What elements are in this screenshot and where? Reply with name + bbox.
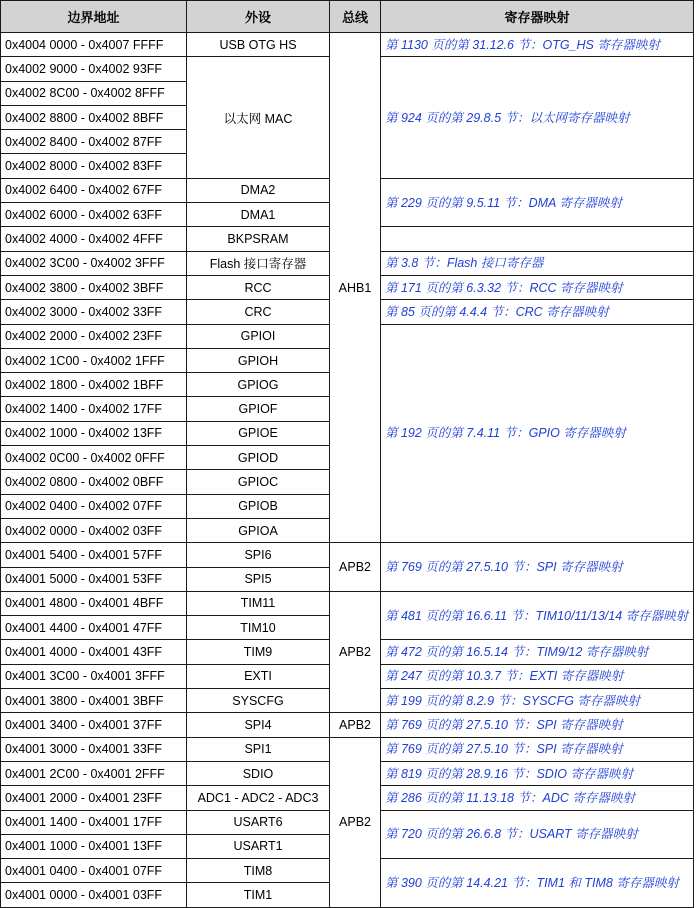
address-cell: 0x4002 9000 - 0x4002 93FF bbox=[1, 57, 187, 81]
address-cell: 0x4002 1C00 - 0x4002 1FFF bbox=[1, 348, 187, 372]
register-map-link[interactable]: 第 720 页的第 26.6.8 节：USART 寄存器映射 bbox=[381, 810, 694, 859]
peripheral-cell: TIM1 bbox=[187, 883, 330, 907]
register-map-link[interactable]: 第 3.8 节：Flash 接口寄存器 bbox=[381, 251, 694, 275]
peripheral-cell: EXTI bbox=[187, 664, 330, 688]
address-cell: 0x4002 1400 - 0x4002 17FF bbox=[1, 397, 187, 421]
peripheral-cell: DMA2 bbox=[187, 178, 330, 202]
register-map-link[interactable]: 第 286 页的第 11.13.18 节：ADC 寄存器映射 bbox=[381, 786, 694, 810]
header-peripheral: 外设 bbox=[187, 1, 330, 33]
address-cell: 0x4001 4000 - 0x4001 43FF bbox=[1, 640, 187, 664]
peripheral-cell: TIM10 bbox=[187, 616, 330, 640]
peripheral-cell: TIM8 bbox=[187, 859, 330, 883]
peripheral-cell: TIM11 bbox=[187, 591, 330, 615]
peripheral-cell: GPIOI bbox=[187, 324, 330, 348]
peripheral-cell: SPI1 bbox=[187, 737, 330, 761]
address-cell: 0x4001 4800 - 0x4001 4BFF bbox=[1, 591, 187, 615]
register-map-link[interactable]: 第 199 页的第 8.2.9 节：SYSCFG 寄存器映射 bbox=[381, 689, 694, 713]
table-row bbox=[1, 737, 694, 761]
address-cell: 0x4001 0000 - 0x4001 03FF bbox=[1, 883, 187, 907]
address-cell: 0x4001 3000 - 0x4001 33FF bbox=[1, 737, 187, 761]
peripheral-cell: GPIOD bbox=[187, 446, 330, 470]
register-map-link[interactable]: 第 481 页的第 16.6.11 节：TIM10/11/13/14 寄存器映射 bbox=[381, 591, 694, 640]
peripheral-cell: RCC bbox=[187, 275, 330, 299]
register-map-link[interactable]: 第 769 页的第 27.5.10 节：SPI 寄存器映射 bbox=[381, 737, 694, 761]
register-map-link[interactable]: 第 769 页的第 27.5.10 节：SPI 寄存器映射 bbox=[381, 543, 694, 592]
peripheral-cell: GPIOG bbox=[187, 373, 330, 397]
address-cell: 0x4002 8400 - 0x4002 87FF bbox=[1, 130, 187, 154]
register-map-link[interactable]: 第 924 页的第 29.8.5 节：以太网寄存器映射 bbox=[381, 57, 694, 178]
peripheral-cell: GPIOB bbox=[187, 494, 330, 518]
address-cell: 0x4002 0C00 - 0x4002 0FFF bbox=[1, 446, 187, 470]
header-bus: 总线 bbox=[330, 1, 381, 33]
peripheral-cell: GPIOF bbox=[187, 397, 330, 421]
peripheral-cell: GPIOC bbox=[187, 470, 330, 494]
table-row bbox=[1, 713, 694, 737]
address-cell: 0x4002 8000 - 0x4002 83FF bbox=[1, 154, 187, 178]
register-map-link[interactable]: 第 192 页的第 7.4.11 节：GPIO 寄存器映射 bbox=[381, 324, 694, 543]
address-cell: 0x4002 3C00 - 0x4002 3FFF bbox=[1, 251, 187, 275]
address-cell: 0x4001 0400 - 0x4001 07FF bbox=[1, 859, 187, 883]
peripheral-cell: SDIO bbox=[187, 761, 330, 785]
header-row bbox=[1, 1, 694, 33]
peripheral-cell: USART1 bbox=[187, 834, 330, 858]
address-cell: 0x4001 1400 - 0x4001 17FF bbox=[1, 810, 187, 834]
address-cell: 0x4002 4000 - 0x4002 4FFF bbox=[1, 227, 187, 251]
peripheral-cell: SPI5 bbox=[187, 567, 330, 591]
register-map-link[interactable]: 第 472 页的第 16.5.14 节：TIM9/12 寄存器映射 bbox=[381, 640, 694, 664]
bus-cell: APB2 bbox=[330, 543, 381, 592]
bus-cell: APB2 bbox=[330, 713, 381, 737]
peripheral-cell: BKPSRAM bbox=[187, 227, 330, 251]
peripheral-cell: TIM9 bbox=[187, 640, 330, 664]
bus-cell: APB2 bbox=[330, 737, 381, 907]
register-map-link[interactable]: 第 85 页的第 4.4.4 节：CRC 寄存器映射 bbox=[381, 300, 694, 324]
address-cell: 0x4002 0000 - 0x4002 03FF bbox=[1, 518, 187, 542]
peripheral-cell: SYSCFG bbox=[187, 689, 330, 713]
address-cell: 0x4001 2C00 - 0x4001 2FFF bbox=[1, 761, 187, 785]
register-map-link[interactable]: 第 390 页的第 14.4.21 节：TIM1 和 TIM8 寄存器映射 bbox=[381, 859, 694, 908]
peripheral-cell: GPIOH bbox=[187, 348, 330, 372]
address-cell: 0x4002 3000 - 0x4002 33FF bbox=[1, 300, 187, 324]
table-row bbox=[1, 543, 694, 567]
peripheral-cell: USB OTG HS bbox=[187, 33, 330, 57]
address-cell: 0x4001 5400 - 0x4001 57FF bbox=[1, 543, 187, 567]
header-boundary-address: 边界地址 bbox=[1, 1, 187, 33]
peripheral-cell: CRC bbox=[187, 300, 330, 324]
address-cell: 0x4002 1000 - 0x4002 13FF bbox=[1, 421, 187, 445]
register-map-link[interactable]: 第 247 页的第 10.3.7 节：EXTI 寄存器映射 bbox=[381, 664, 694, 688]
peripheral-cell: GPIOA bbox=[187, 518, 330, 542]
header-register-map: 寄存器映射 bbox=[381, 1, 694, 33]
register-map-link[interactable]: 第 769 页的第 27.5.10 节：SPI 寄存器映射 bbox=[381, 713, 694, 737]
register-map-link[interactable]: 第 171 页的第 6.3.32 节：RCC 寄存器映射 bbox=[381, 275, 694, 299]
bus-cell: AHB1 bbox=[330, 33, 381, 543]
address-cell: 0x4001 3C00 - 0x4001 3FFF bbox=[1, 664, 187, 688]
address-cell: 0x4001 3800 - 0x4001 3BFF bbox=[1, 689, 187, 713]
address-cell: 0x4002 2000 - 0x4002 23FF bbox=[1, 324, 187, 348]
address-cell: 0x4001 2000 - 0x4001 23FF bbox=[1, 786, 187, 810]
register-map-link[interactable]: 第 819 页的第 28.9.16 节：SDIO 寄存器映射 bbox=[381, 761, 694, 785]
register-map-empty bbox=[381, 227, 694, 251]
peripheral-cell: SPI6 bbox=[187, 543, 330, 567]
peripheral-cell: DMA1 bbox=[187, 203, 330, 227]
peripheral-cell: USART6 bbox=[187, 810, 330, 834]
peripheral-cell: SPI4 bbox=[187, 713, 330, 737]
peripheral-cell: Flash 接口寄存器 bbox=[187, 251, 330, 275]
table-row bbox=[1, 33, 694, 57]
address-cell: 0x4002 0800 - 0x4002 0BFF bbox=[1, 470, 187, 494]
register-map-link[interactable]: 第 1130 页的第 31.12.6 节：OTG_HS 寄存器映射 bbox=[381, 33, 694, 57]
peripheral-cell: GPIOE bbox=[187, 421, 330, 445]
address-cell: 0x4002 8C00 - 0x4002 8FFF bbox=[1, 81, 187, 105]
address-cell: 0x4001 4400 - 0x4001 47FF bbox=[1, 616, 187, 640]
address-cell: 0x4002 6400 - 0x4002 67FF bbox=[1, 178, 187, 202]
table-row bbox=[1, 591, 694, 615]
address-cell: 0x4002 6000 - 0x4002 63FF bbox=[1, 203, 187, 227]
address-cell: 0x4002 8800 - 0x4002 8BFF bbox=[1, 105, 187, 129]
register-map-link[interactable]: 第 229 页的第 9.5.11 节：DMA 寄存器映射 bbox=[381, 178, 694, 227]
peripheral-cell: ADC1 - ADC2 - ADC3 bbox=[187, 786, 330, 810]
address-cell: 0x4001 1000 - 0x4001 13FF bbox=[1, 834, 187, 858]
address-cell: 0x4002 0400 - 0x4002 07FF bbox=[1, 494, 187, 518]
address-cell: 0x4002 1800 - 0x4002 1BFF bbox=[1, 373, 187, 397]
address-cell: 0x4001 3400 - 0x4001 37FF bbox=[1, 713, 187, 737]
address-cell: 0x4004 0000 - 0x4007 FFFF bbox=[1, 33, 187, 57]
peripheral-cell: 以太网 MAC bbox=[187, 57, 330, 178]
bus-cell: APB2 bbox=[330, 591, 381, 712]
address-cell: 0x4001 5000 - 0x4001 53FF bbox=[1, 567, 187, 591]
address-cell: 0x4002 3800 - 0x4002 3BFF bbox=[1, 275, 187, 299]
